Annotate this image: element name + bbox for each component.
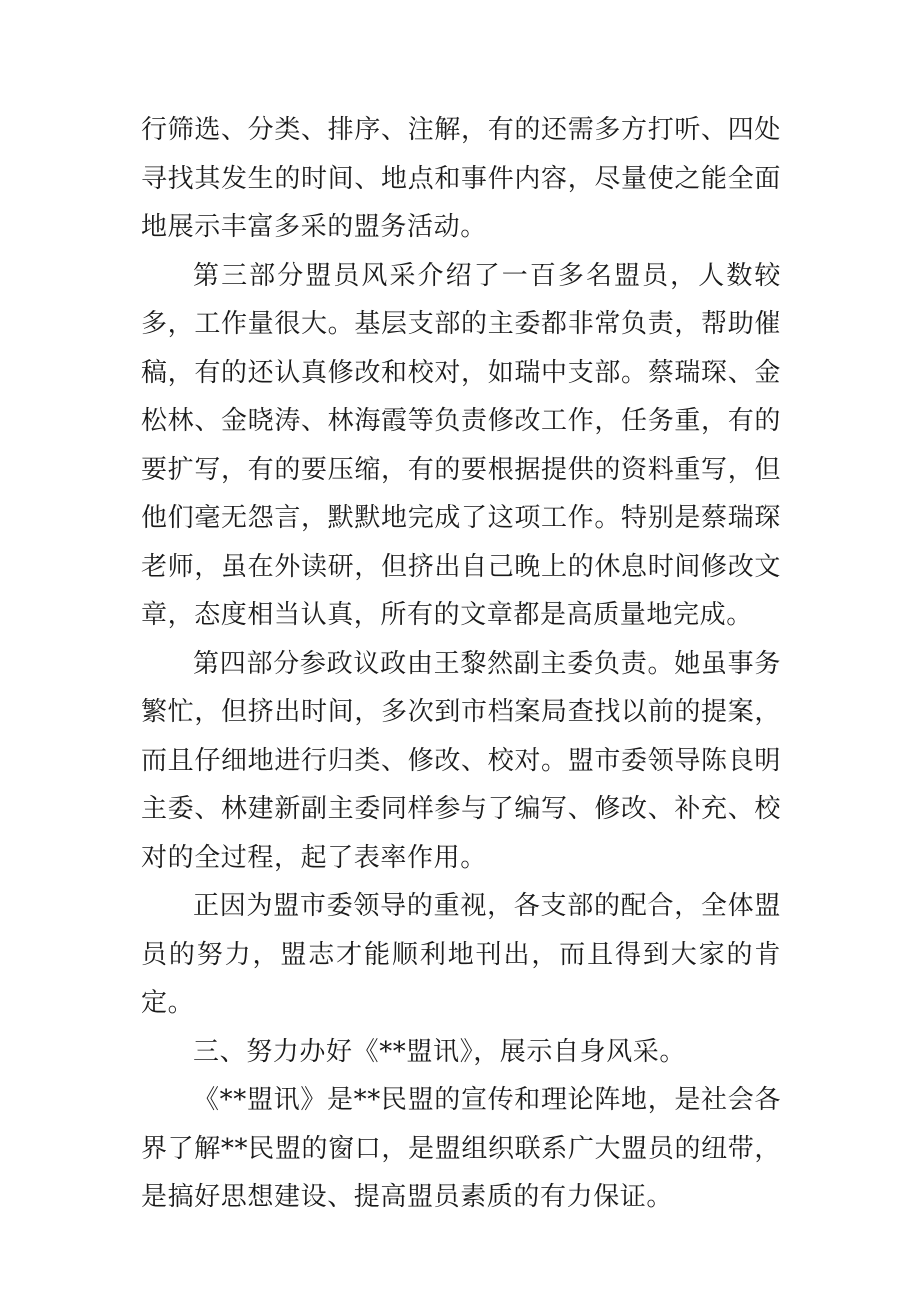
paragraph-part-three: 第三部分盟员风采介绍了一百多名盟员，人数较多，工作量很大。基层支部的主委都非常负责，帮助催稿，有的还认真修改和校对，如瑞中支部。蔡瑞琛、金松林、金晓涛、林海霞等负责修改工作，任务重，有的要扩写，有的要压缩，有的要根据提供的资料重写，但他们毫无怨言，默默地完成了这项工作。特别是蔡瑞琛老师，虽在外读研，但挤出自己晚上的休息时间修改文章，态度相当认真，所有的文章都是高质量地完成。 bbox=[141, 260, 781, 630]
paragraph-newsletter: 《**盟讯》是**民盟的宣传和理论阵地，是社会各界了解**民盟的窗口，是盟组织联系广大盟员的纽带，是搞好思想建设、提高盟员素质的有力保证。 bbox=[141, 1085, 781, 1212]
section-heading-three: 三、努力办好《**盟讯》，展示自身风采。 bbox=[193, 1036, 687, 1067]
paragraph-part-four: 第四部分参政议政由王黎然副主委负责。她虽事务繁忙，但挤出时间，多次到市档案局查找以前的提案，而且仔细地进行归类、修改、校对。盟市委领导陈良明主委、林建新副主委同样参与了编写、修改、补充、校对的全过程，起了表率作用。 bbox=[141, 648, 781, 873]
paragraph-summary: 正因为盟市委领导的重视，各支部的配合，全体盟员的努力，盟志才能顺利地刊出，而且得到大家的肯定。 bbox=[141, 891, 781, 1018]
document-page bbox=[141, 106, 781, 1222]
paragraph-continuation: 行筛选、分类、排序、注解，有的还需多方打听、四处寻找其发生的时间、地点和事件内容，尽量使之能全面地展示丰富多采的盟务活动。 bbox=[141, 115, 781, 242]
